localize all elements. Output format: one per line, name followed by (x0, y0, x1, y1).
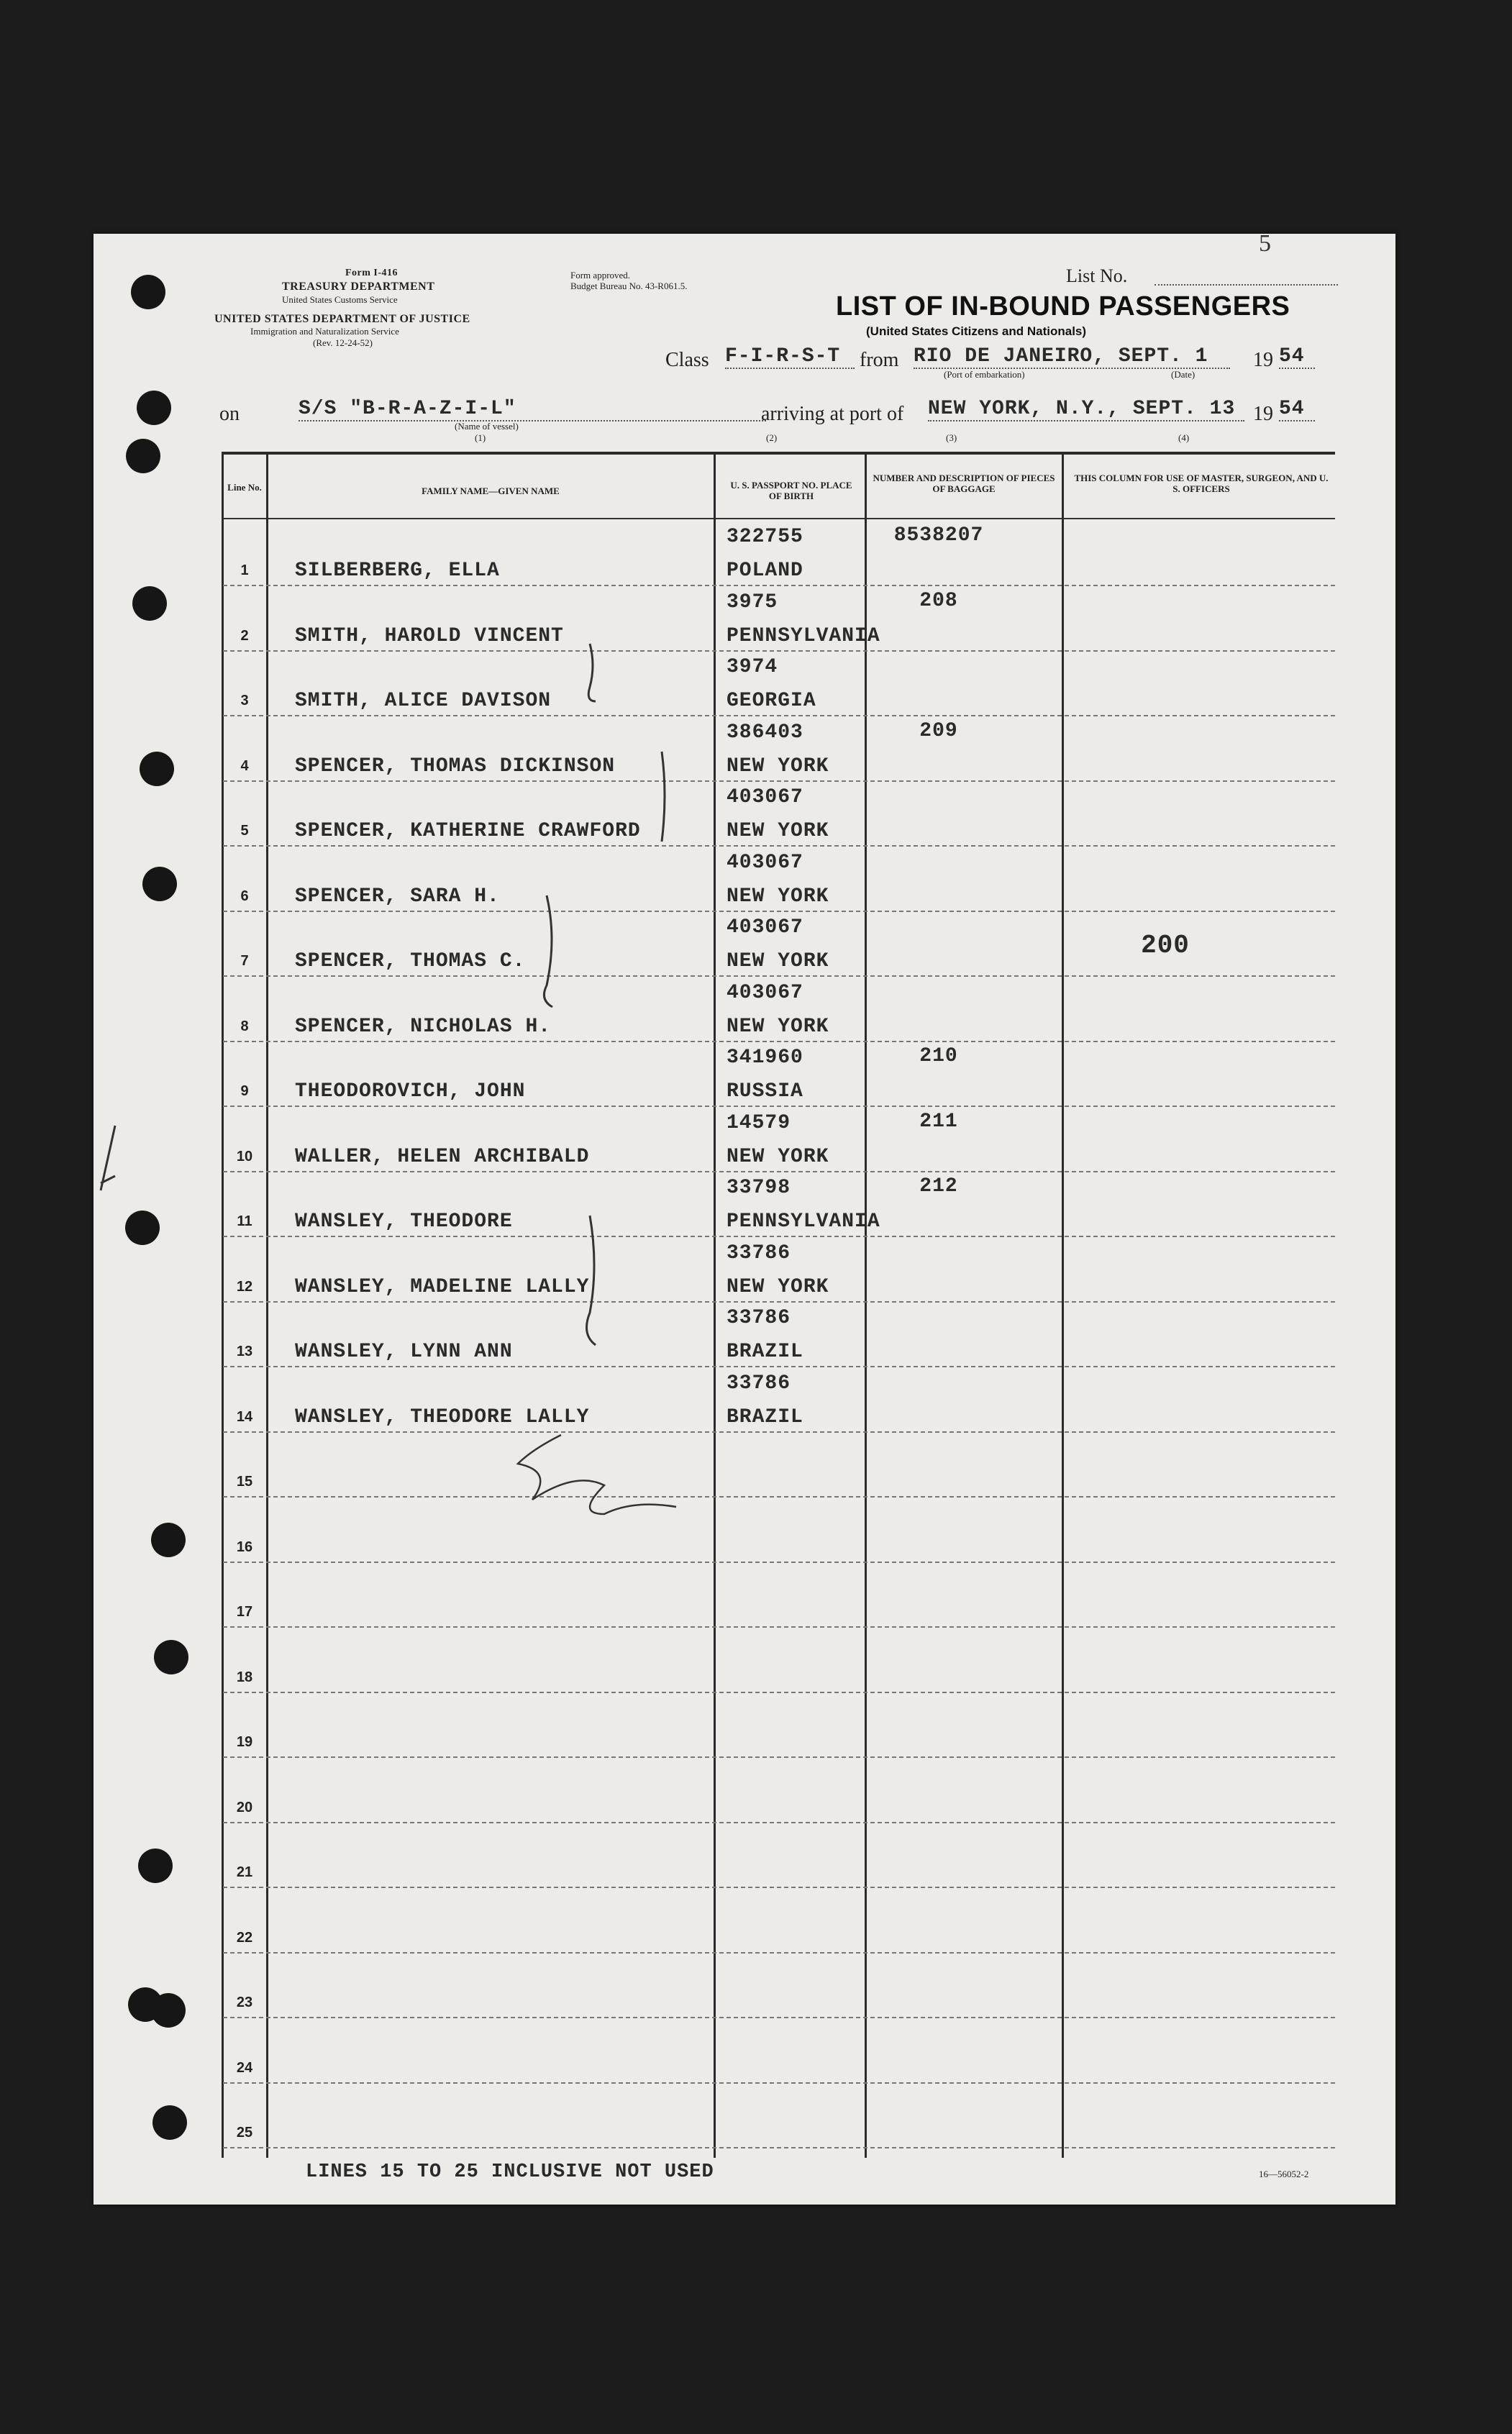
col3-num: (3) (946, 432, 957, 443)
line-number: 15 (236, 1474, 253, 1490)
from-label: from (860, 349, 899, 371)
vessel-name: S/S "B-R-A-Z-I-L" (299, 398, 766, 421)
passport-number: 14579 (727, 1111, 791, 1134)
line-number: 4 (240, 757, 249, 774)
form-id: Form I-416 (345, 268, 399, 278)
from-value: RIO DE JANEIRO, SEPT. 1 (914, 345, 1230, 369)
print-code: 16—56052-2 (1259, 2169, 1309, 2179)
baggage-number: 211 (919, 1110, 958, 1133)
budget-bureau: Budget Bureau No. 43-R061.5. (570, 281, 688, 291)
passport-number: 403067 (727, 981, 803, 1004)
baggage-number: 210 (919, 1045, 958, 1067)
year-prefix-2: 19 (1253, 403, 1273, 425)
line-number: 8 (240, 1018, 249, 1034)
bracket-mark (662, 752, 665, 842)
place-of-birth: PENNSYLVANIA (727, 624, 880, 647)
line-number: 18 (236, 1669, 253, 1685)
class-value: F-I-R-S-T (725, 345, 855, 369)
col4-num: (4) (1178, 432, 1190, 443)
port-caption: (Port of embarkation) (944, 369, 1025, 380)
passenger-name: SPENCER, KATHERINE CRAWFORD (295, 820, 641, 842)
line-number: 24 (236, 2059, 253, 2076)
line-number: 19 (236, 1734, 253, 1750)
place-of-birth: NEW YORK (727, 950, 829, 972)
passenger-name: THEODOROVICH, JOHN (295, 1080, 526, 1103)
passport-number: 33786 (727, 1307, 791, 1329)
baggage-number: 212 (919, 1175, 958, 1198)
place-of-birth: NEW YORK (727, 755, 829, 778)
passenger-name: SPENCER, THOMAS DICKINSON (295, 755, 616, 778)
passenger-name: SMITH, ALICE DAVISON (295, 690, 552, 712)
line-number: 20 (236, 1799, 253, 1815)
date-caption: (Date) (1171, 369, 1196, 380)
passport-number: 341960 (727, 1047, 803, 1069)
passenger-name: SPENCER, SARA H. (295, 885, 500, 908)
place-of-birth: NEW YORK (727, 1145, 829, 1168)
line-number: 12 (236, 1278, 253, 1295)
vessel-caption: (Name of vessel) (455, 421, 519, 432)
place-of-birth: RUSSIA (727, 1080, 803, 1103)
col-header-name: FAMILY NAME—GIVEN NAME (422, 486, 560, 496)
bracket-mark (544, 895, 552, 1007)
manifest-sheet (94, 230, 1395, 2205)
line-number: 16 (236, 1539, 253, 1555)
line-number: 11 (237, 1213, 252, 1229)
arrival-port: NEW YORK, N.Y., SEPT. 13 (928, 398, 1244, 421)
line-number: 2 (240, 627, 249, 644)
place-of-birth: PENNSYLVANIA (727, 1211, 880, 1233)
passenger-name: WANSLEY, THEODORE LALLY (295, 1405, 590, 1428)
officer-note: 200 (1141, 931, 1190, 960)
customs-service: United States Customs Service (282, 294, 398, 305)
passenger-name: SPENCER, THOMAS C. (295, 950, 526, 972)
year-prefix: 19 (1253, 349, 1273, 371)
passenger-name: SMITH, HAROLD VINCENT (295, 624, 564, 647)
passport-number: 403067 (727, 851, 803, 874)
col-header-officers: THIS COLUMN FOR USE OF MASTER, SURGEON, AND U. S. OFFICERS (1074, 473, 1329, 494)
place-of-birth: NEW YORK (727, 820, 829, 842)
line-number: 6 (240, 888, 249, 904)
page-subtitle: (United States Citizens and Nationals) (866, 324, 1087, 338)
handwritten-marks (94, 234, 1395, 2205)
bracket-mark (588, 644, 596, 701)
line-number: 14 (236, 1408, 253, 1425)
place-of-birth: BRAZIL (727, 1405, 803, 1428)
passport-number: 386403 (727, 721, 803, 744)
line-number: 17 (236, 1604, 253, 1620)
passenger-name: WANSLEY, THEODORE (295, 1211, 513, 1233)
place-of-birth: GEORGIA (727, 690, 816, 712)
place-of-birth: BRAZIL (727, 1341, 803, 1363)
line-number: 7 (240, 953, 249, 969)
justice-dept: UNITED STATES DEPARTMENT OF JUSTICE (214, 313, 470, 325)
col-header-line-no: Line No. (227, 482, 262, 493)
form-approved: Form approved. (570, 270, 631, 281)
line-number: 3 (240, 693, 249, 708)
passport-number: 33786 (727, 1372, 791, 1395)
passenger-name: WANSLEY, MADELINE LALLY (295, 1275, 590, 1298)
passenger-name: SPENCER, NICHOLAS H. (295, 1015, 552, 1038)
col2-num: (2) (766, 432, 778, 443)
line-number: 1 (240, 562, 249, 578)
signature (518, 1435, 676, 1514)
passport-number: 3975 (727, 591, 778, 614)
treasury-dept: TREASURY DEPARTMENT (282, 281, 435, 293)
class-label: Class (665, 349, 709, 371)
list-no-label: List No. (1066, 265, 1128, 286)
line-number: 23 (236, 1995, 253, 2010)
page-number: 5 (1259, 230, 1271, 257)
place-of-birth: POLAND (727, 560, 803, 582)
bracket-mark (587, 1216, 596, 1345)
passport-number: 403067 (727, 786, 803, 808)
line-number: 21 (236, 1864, 253, 1880)
line-number: 10 (236, 1148, 253, 1164)
on-label: on (219, 403, 240, 425)
line-number: 22 (236, 1929, 253, 1946)
ins-service: Immigration and Naturalization Service (250, 326, 399, 337)
col-header-passport: U. S. PASSPORT NO. PLACE OF BIRTH (730, 480, 852, 501)
form-revision: (Rev. 12-24-52) (313, 337, 373, 348)
footer-note: LINES 15 TO 25 INCLUSIVE NOT USED (306, 2161, 714, 2183)
passport-number: 403067 (727, 916, 803, 939)
passport-number: 33786 (727, 1241, 791, 1264)
arrival-year: 54 (1279, 398, 1315, 421)
passport-number: 33798 (727, 1177, 791, 1199)
place-of-birth: NEW YORK (727, 885, 829, 908)
col1-num: (1) (475, 432, 486, 443)
line-number: 25 (236, 2125, 253, 2141)
place-of-birth: NEW YORK (727, 1015, 829, 1038)
page-title: LIST OF IN-BOUND PASSENGERS (836, 291, 1290, 322)
passport-number: 3974 (727, 656, 778, 678)
passenger-name: SILBERBERG, ELLA (295, 560, 500, 582)
place-of-birth: NEW YORK (727, 1275, 829, 1298)
passenger-name: WANSLEY, LYNN ANN (295, 1341, 513, 1363)
line-number: 13 (236, 1344, 253, 1359)
line-number: 5 (240, 823, 249, 839)
baggage-number: 208 (919, 589, 958, 612)
passport-number: 322755 (727, 526, 803, 548)
col-header-baggage: NUMBER AND DESCRIPTION OF PIECES OF BAGGAGE (873, 473, 1055, 494)
passenger-name: WALLER, HELEN ARCHIBALD (295, 1145, 590, 1168)
margin-tick (101, 1126, 115, 1190)
baggage-number: 8538207 (893, 524, 984, 547)
year-value: 54 (1279, 345, 1315, 369)
arriving-label: arriving at port of (761, 403, 904, 425)
line-number: 9 (240, 1083, 249, 1099)
baggage-number: 209 (919, 719, 958, 742)
